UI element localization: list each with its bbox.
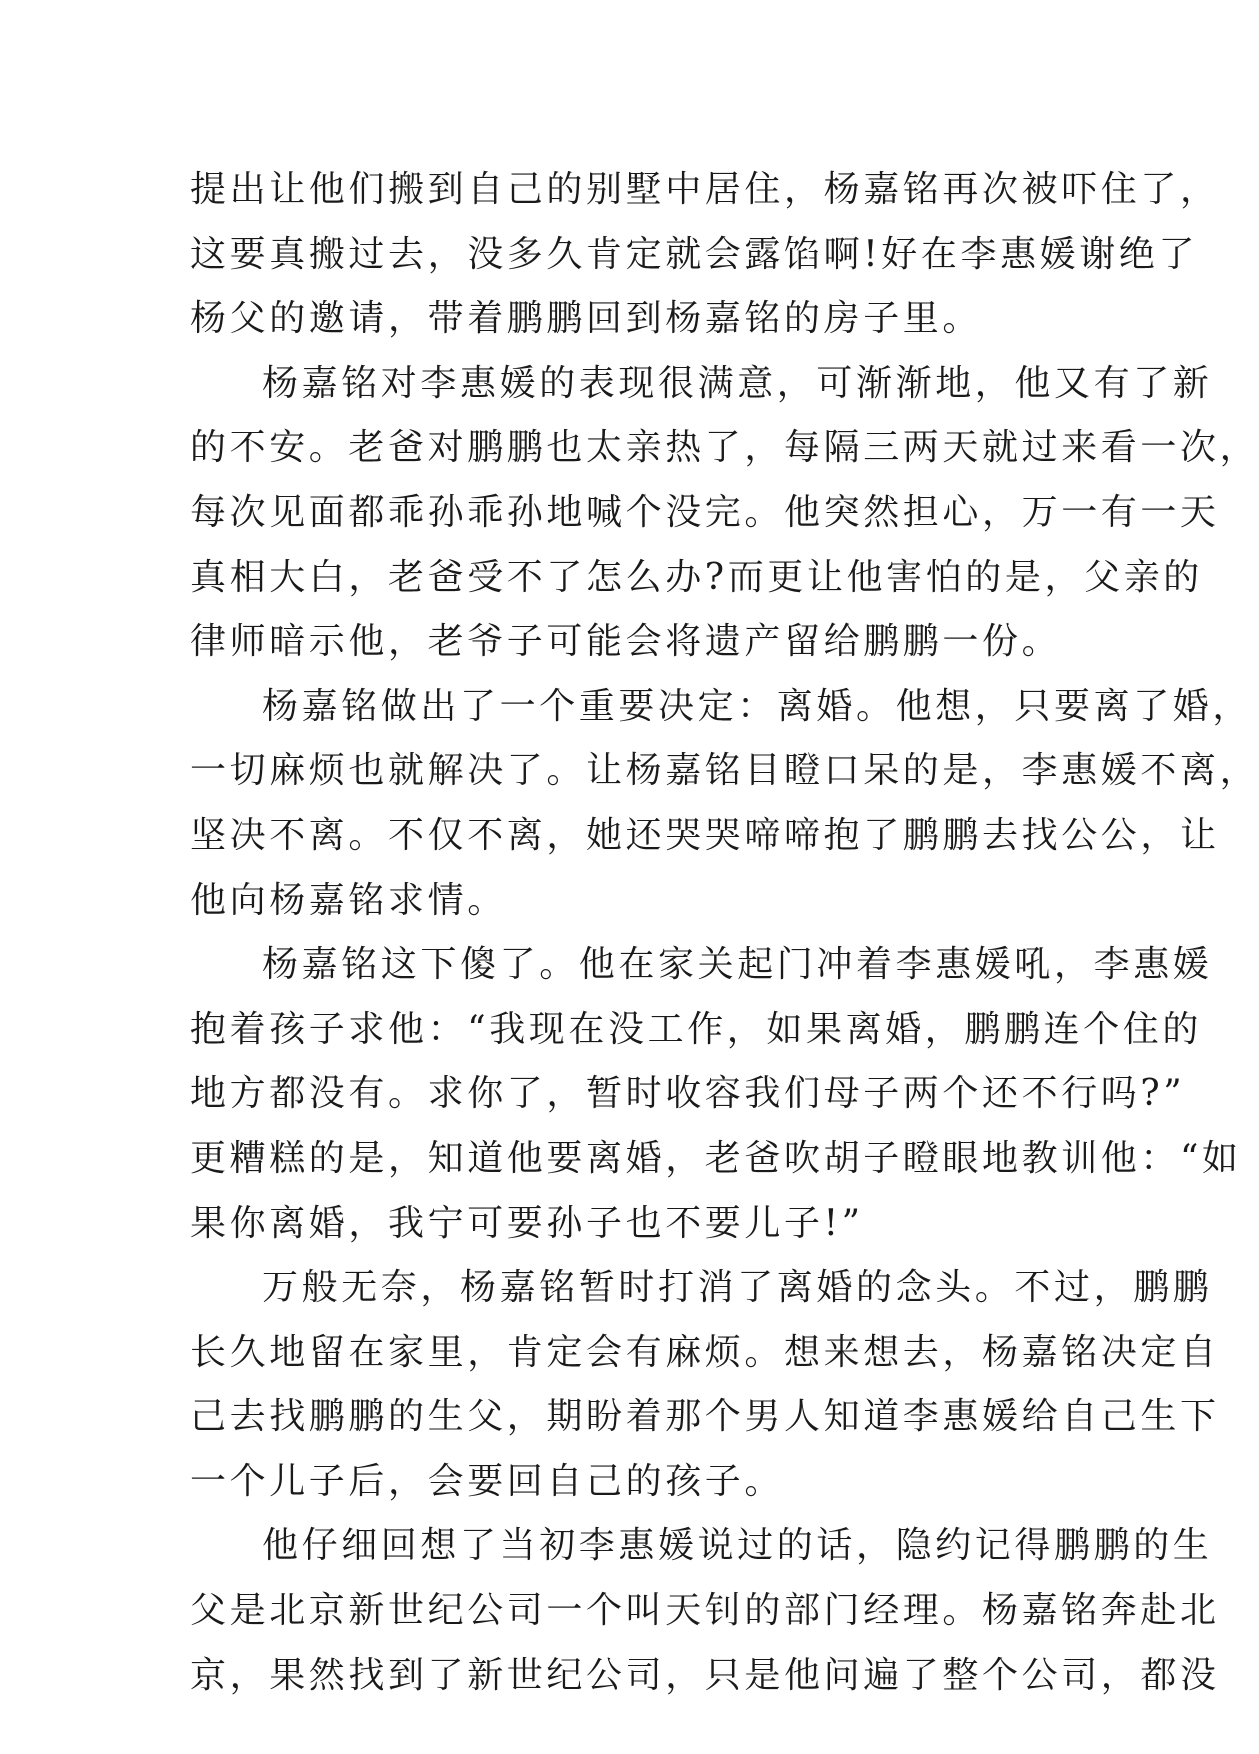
text-line: 果你离婚，我宁可要孙子也不要儿子!”: [190, 1202, 864, 1244]
paragraph-start-line: 杨嘉铭对李惠媛的表现很满意，可渐渐地，他又有了新: [262, 362, 1213, 404]
body-text: [190, 158, 1259, 1708]
text-line: 坚决不离。不仅不离，她还哭哭啼啼抱了鹏鹏去找公公，让: [190, 814, 1220, 856]
paragraph-start-line: 杨嘉铭这下傻了。他在家关起门冲着李惠媛吼，李惠媛: [262, 944, 1213, 986]
paragraph-start-line: 杨嘉铭做出了一个重要决定：离婚。他想，只要离了婚，: [262, 685, 1253, 727]
paragraph-start-line: 他仔细回想了当初李惠媛说过的话，隐约记得鹏鹏的生: [262, 1525, 1213, 1567]
text-line: 这要真搬过去，没多久肯定就会露馅啊!好在李惠媛谢绝了: [190, 233, 1199, 275]
text-line: 京，果然找到了新世纪公司，只是他问遍了整个公司，都没: [190, 1654, 1220, 1696]
text-line: 律师暗示他，老爷子可能会将遗产留给鹏鹏一份。: [190, 621, 1062, 663]
text-line: 杨父的邀请，带着鹏鹏回到杨嘉铭的房子里。: [190, 298, 983, 340]
text-line: 每次见面都乖孙乖孙地喊个没完。他突然担心，万一有一天: [190, 491, 1220, 533]
text-line: 长久地留在家里，肯定会有麻烦。想来想去，杨嘉铭决定自: [190, 1331, 1220, 1373]
text-line: 他向杨嘉铭求情。: [190, 879, 507, 921]
text-line: 提出让他们搬到自己的别墅中居住，杨嘉铭再次被吓住了，: [190, 169, 1220, 210]
text-line: 一个儿子后，会要回自己的孩子。: [190, 1460, 785, 1502]
text-line: 抱着孩子求他：“我现在没工作，如果离婚，鹏鹏连个住的: [190, 1008, 1203, 1050]
text-line: 地方都没有。求你了，暂时收容我们母子两个还不行吗?”: [190, 1073, 1186, 1115]
text-line: 的不安。老爸对鹏鹏也太亲热了，每隔三两天就过来看一次，: [190, 427, 1259, 469]
text-line: 一切麻烦也就解决了。让杨嘉铭目瞪口呆的是，李惠媛不离，: [190, 750, 1259, 792]
text-line: 父是北京新世纪公司一个叫天钊的部门经理。杨嘉铭奔赴北: [190, 1590, 1220, 1632]
text-line: 更糟糕的是，知道他要离婚，老爸吹胡子瞪眼地教训他：“如: [190, 1137, 1242, 1179]
text-line: 己去找鹏鹏的生父，期盼着那个男人知道李惠媛给自己生下: [190, 1396, 1220, 1438]
text-line: 真相大白，老爸受不了怎么办?而更让他害怕的是，父亲的: [190, 556, 1203, 598]
paragraph-start-line: 万般无奈，杨嘉铭暂时打消了离婚的念头。不过，鹏鹏: [262, 1267, 1213, 1309]
